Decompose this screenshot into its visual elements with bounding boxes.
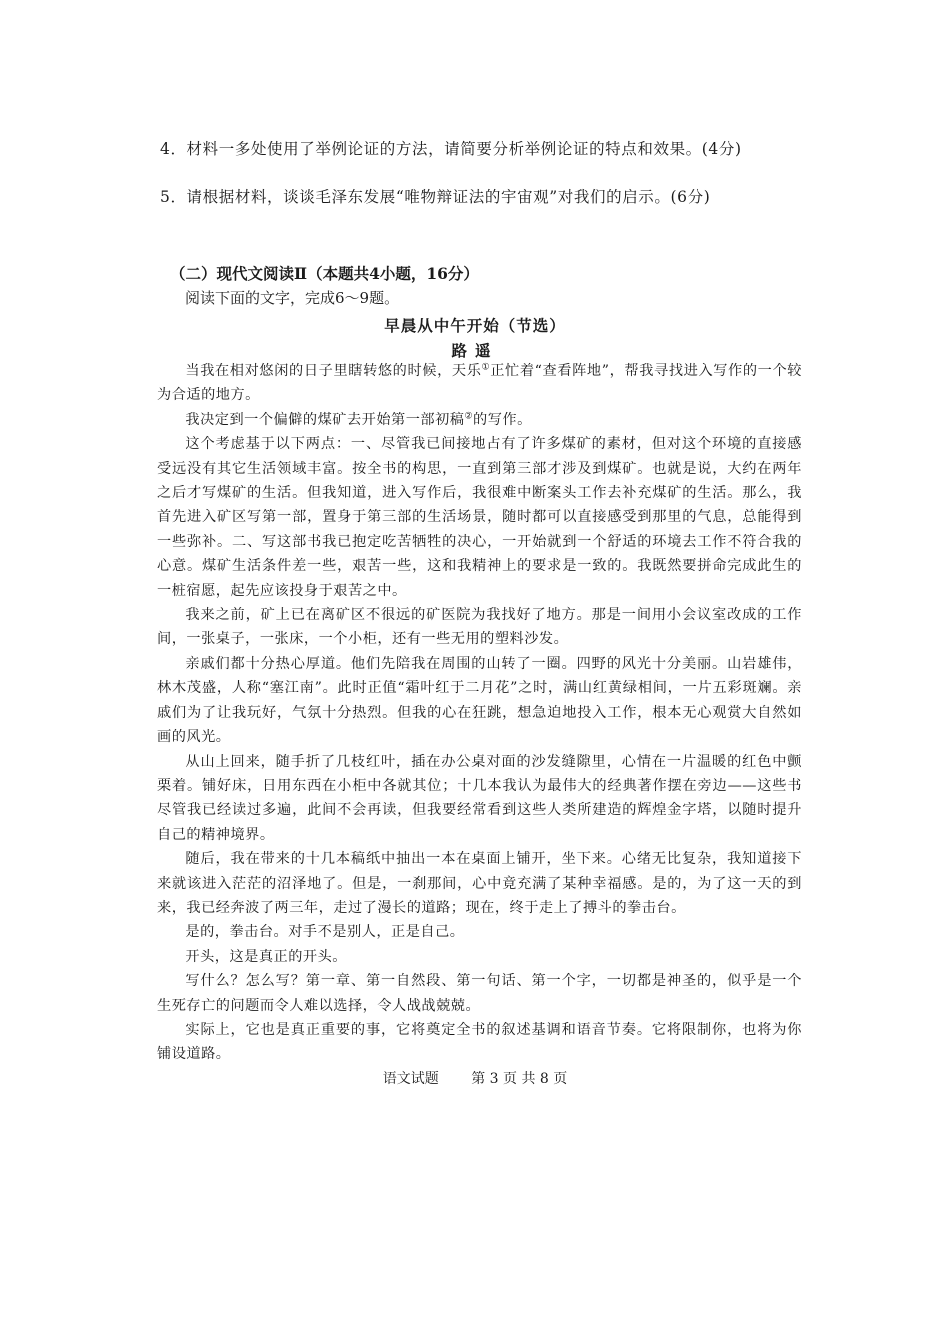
question-4: 4．材料一多处使用了举例论证的方法，请简要分析举例论证的特点和效果。(4分)	[160, 140, 742, 158]
article-body	[157, 359, 802, 1067]
footnote-marker-1: ①	[481, 362, 491, 373]
article-author: 路遥	[451, 341, 499, 360]
paragraph: 亲戚们都十分热心厚道。他们先陪我在周围的山转了一圈。四野的风光十分美丽。山岩雄伟，林木茂盛，人称“塞江南”。此时正值“霜叶红于二月花”之时，满山红黄绿相间，一片五彩斑斓。亲戚们为了让我玩好，气氛十分热烈。但我的心在狂跳，想急迫地投入工作，根本无心观赏大自然如画的风光。	[157, 655, 802, 746]
paragraph: 是的，拳击台。对手不是别人，正是自己。	[185, 924, 465, 941]
paragraph: 从山上回来，随手折了几枝红叶，插在办公桌对面的沙发缝隙里，心情在一片温暖的红色中颤栗着。铺好床，日用东西在小柜中各就其位；十几本我认为最伟大的经典著作摆在旁边——这些书尽管我已经读过多遍，此间不会再读，但我要经常看到这些人类所建造的辉煌金字塔，以随时提升自己的精神境界。	[157, 753, 802, 843]
paragraph-2-end: 的写作。	[473, 411, 532, 428]
paragraph-1-end: 正忙着“查看阵地”，帮我寻找进入写作的一个较为合适的地方。	[157, 363, 802, 404]
section-heading: （二）现代文阅读Ⅱ（本题共4小题，16分）	[170, 264, 479, 283]
footer-subject: 语文试题	[382, 1071, 439, 1087]
article-title: 早晨从中午开始（节选）	[384, 316, 566, 335]
paragraph: 开头，这是真正的开头。	[185, 948, 347, 965]
paragraph-1	[157, 359, 802, 408]
question-5: 5．请根据材料，谈谈毛泽东发展“唯物辩证法的宇宙观”对我们的启示。(6分)	[160, 188, 711, 206]
paragraph: 实际上，它也是真正重要的事，它将奠定全书的叙述基调和语音节奏。它将限制你，也将为你铺设道路。	[157, 1021, 802, 1063]
paragraph: 我来之前，矿上已在离矿区不很远的矿医院为我找好了地方。那是一间用小会议室改成的工作间，一张桌子，一张床，一个小柜，还有一些无用的塑料沙发。	[157, 607, 802, 648]
paragraph: 这个考虑基于以下两点：一、尽管我已间接地占有了许多煤矿的素材，但对这个环境的直接感受远没有其它生活领域丰富。按全书的构思，一直到第三部才涉及到煤矿。也就是说，大约在两年之后才写煤矿的生活。但我知道，进入写作后，我很难中断案头工作去补充煤矿的生活。那么，我首先进入矿区写第一部，置身于第三部的生活场景，随时都可以直接感受到那里的气息，总能得到一些弥补。二、写这部书我已抱定吃苦牺牲的决心，一开始就到一个舒适的环境去工作不符合我的心意。煤矿生活条件差一些，艰苦一些，这和我精神上的要求是一致的。我既然要拼命完成此生的一桩宿愿，起先应该投身于艰苦之中。	[157, 436, 802, 599]
paragraph-2-start: 我决定到一个偏僻的煤矿去开始第一部初稿	[185, 411, 465, 428]
paragraph: 写什么？怎么写？第一章、第一自然段、第一句话、第一个字，一切都是神圣的，似乎是一个生死存亡的问题而令人难以选择，令人战战兢兢。	[157, 973, 802, 1014]
section-instruction: 阅读下面的文字，完成6～9题。	[185, 289, 400, 307]
paragraph-2	[157, 408, 802, 432]
page-footer	[0, 1068, 950, 1088]
paragraph: 随后，我在带来的十几本稿纸中抽出一本在桌面上铺开，坐下来。心绪无比复杂，我知道接下来就该进入茫茫的沼泽地了。但是，一刹那间，心中竟充满了某种幸福感。是的，为了这一天的到来，我已经奔波了两三年，走过了漫长的道路；现在，终于走上了搏斗的拳击台。	[157, 851, 802, 916]
footnote-marker-2: ②	[464, 411, 474, 422]
footer-page-number: 第 3 页 共 8 页	[471, 1071, 568, 1087]
paragraph-1-start: 当我在相对悠闲的日子里瞎转悠的时候，天乐	[185, 363, 482, 379]
